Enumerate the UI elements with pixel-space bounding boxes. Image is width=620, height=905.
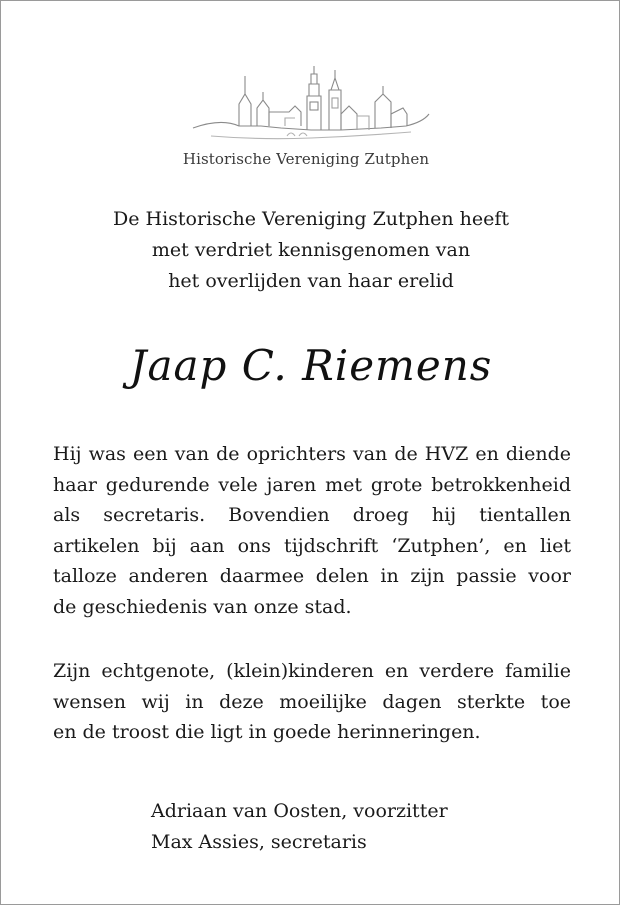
zutphen-skyline-logo (191, 56, 431, 146)
tribute-line: als secretaris. Bovendien droeg hij tientallen (53, 504, 571, 526)
logo-wordmark: Historische Vereniging Zutphen (182, 150, 430, 168)
tribute-line: talloze anderen daarmee delen in zijn passie voor (53, 565, 571, 587)
signatory-secretary: Max Assies, secretaris (151, 831, 367, 853)
tribute-line: artikelen bij aan ons tijdschrift ‘Zutphen’, en liet (53, 534, 571, 557)
tribute-line: de geschiedenis van onze stad. (53, 595, 352, 618)
tribute-line: Hij was een van de oprichters van de HVZ en diende (53, 443, 571, 465)
intro-line: het overlijden van haar erelid (168, 270, 454, 292)
tribute-line: haar gedurende vele jaren met grote betrokkenheid (53, 473, 571, 496)
condolence-line: en de troost die ligt in goede herinneringen. (53, 721, 481, 743)
deceased-name: Jaap C. Riemens (129, 341, 493, 390)
association-logo (161, 56, 451, 176)
condolence-line: Zijn echtgenote, (klein)kinderen en verdere familie (53, 660, 571, 682)
tribute-paragraph (53, 439, 571, 622)
intro-line: De Historische Vereniging Zutphen heeft (113, 208, 509, 230)
intro-line: met verdriet kennisgenomen van (151, 239, 471, 261)
signatories (151, 796, 448, 858)
intro-statement (61, 204, 561, 297)
condolence-paragraph (53, 656, 571, 748)
signatory-chair: Adriaan van Oosten, voorzitter (151, 800, 448, 822)
condolence-line: wensen wij in deze moeilijke dagen sterkte toe (53, 690, 571, 713)
